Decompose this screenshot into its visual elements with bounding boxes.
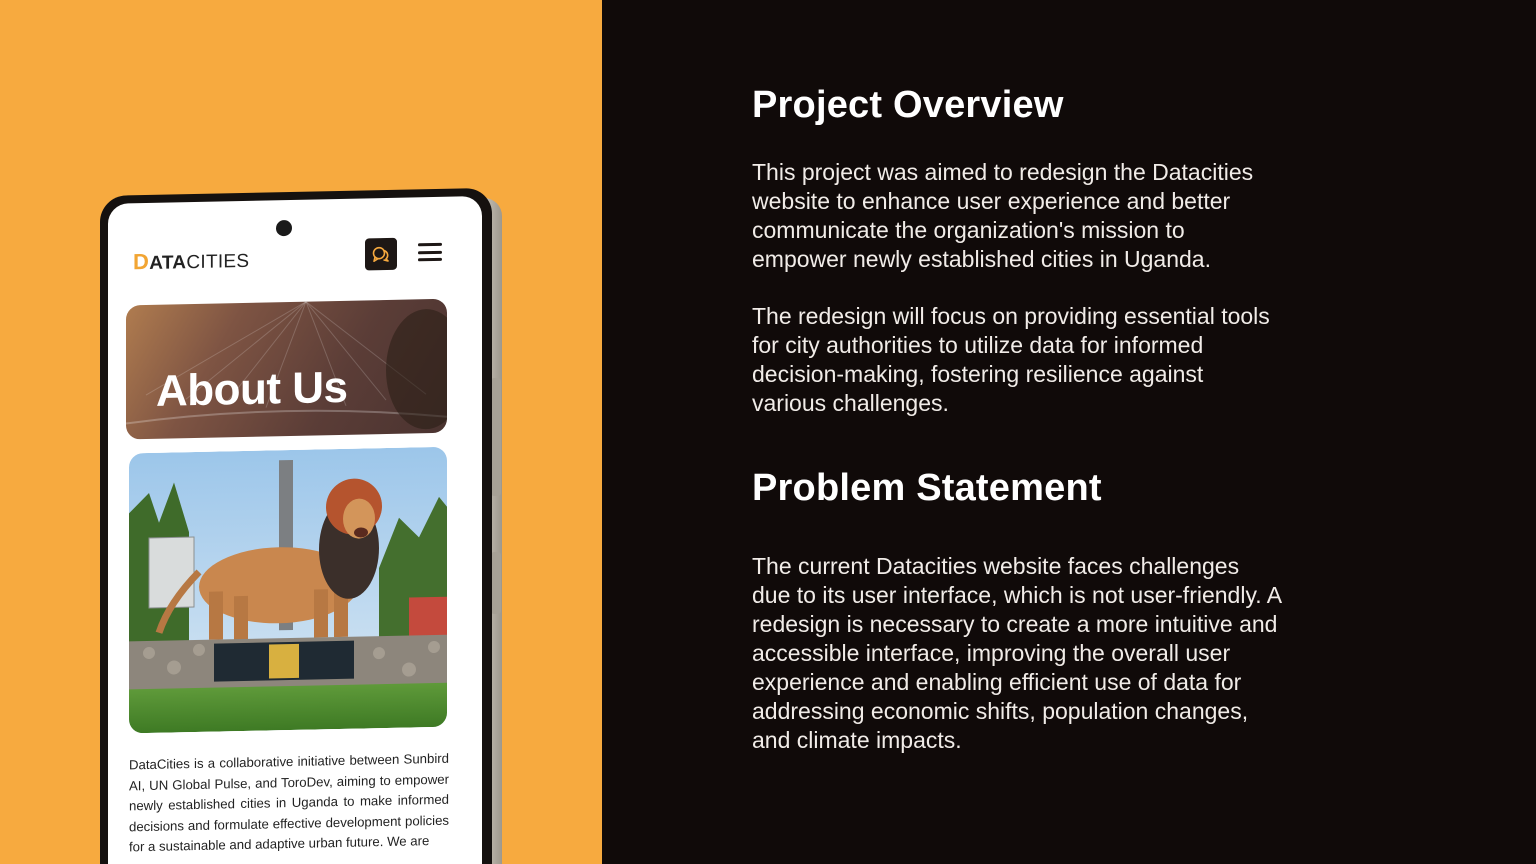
chat-button[interactable]: [365, 238, 397, 271]
problem-statement-paragraph: The current Datacities website faces challenges due to its user interface, which is not user-friendly. A redesign is necessary to create a more intuitive and accessible interface, improving the overall user experience and enabling efficient use of data for addressing economic shifts, population changes, and climate impacts.: [752, 553, 1281, 753]
lion-statue-image: [129, 447, 447, 734]
mockup-panel: [0, 0, 602, 864]
problem-statement-heading: Problem Statement: [752, 467, 1102, 509]
phone-screen: [108, 196, 482, 864]
phone-volume-button: [491, 378, 501, 496]
phone-mockup: [100, 188, 492, 864]
logo-d: D: [133, 248, 150, 275]
phone-power-button: [491, 552, 501, 614]
datacities-logo[interactable]: [133, 247, 249, 275]
about-hero-banner: [126, 299, 447, 440]
project-overview-paragraph-1: This project was aimed to redesign the Datacities website to enhance user experience and better communicate the organization's mission to empower newly established cities in Uganda.: [752, 159, 1254, 272]
hamburger-menu-icon[interactable]: [418, 241, 442, 264]
camera-punch-hole: [276, 220, 292, 236]
chat-bubbles-icon: [371, 244, 391, 264]
about-description: DataCities is a collaborative initiative between Sunbird AI, UN Global Pulse, and ToroDev, aiming to empower newly established cities in Uganda to make informed decisions and formulate effective development policies for a sustainable and adaptive urban future. We are: [129, 750, 449, 855]
project-overview-paragraph-2: The redesign will focus on providing essential tools for city authorities to utilize data for informed decision-making, fostering resilience against various challenges.: [752, 303, 1270, 416]
logo-ata: ATA: [149, 252, 187, 274]
logo-cities: CITIES: [186, 250, 250, 274]
about-us-title: About Us: [156, 362, 348, 416]
project-overview-heading: Project Overview: [752, 84, 1064, 126]
